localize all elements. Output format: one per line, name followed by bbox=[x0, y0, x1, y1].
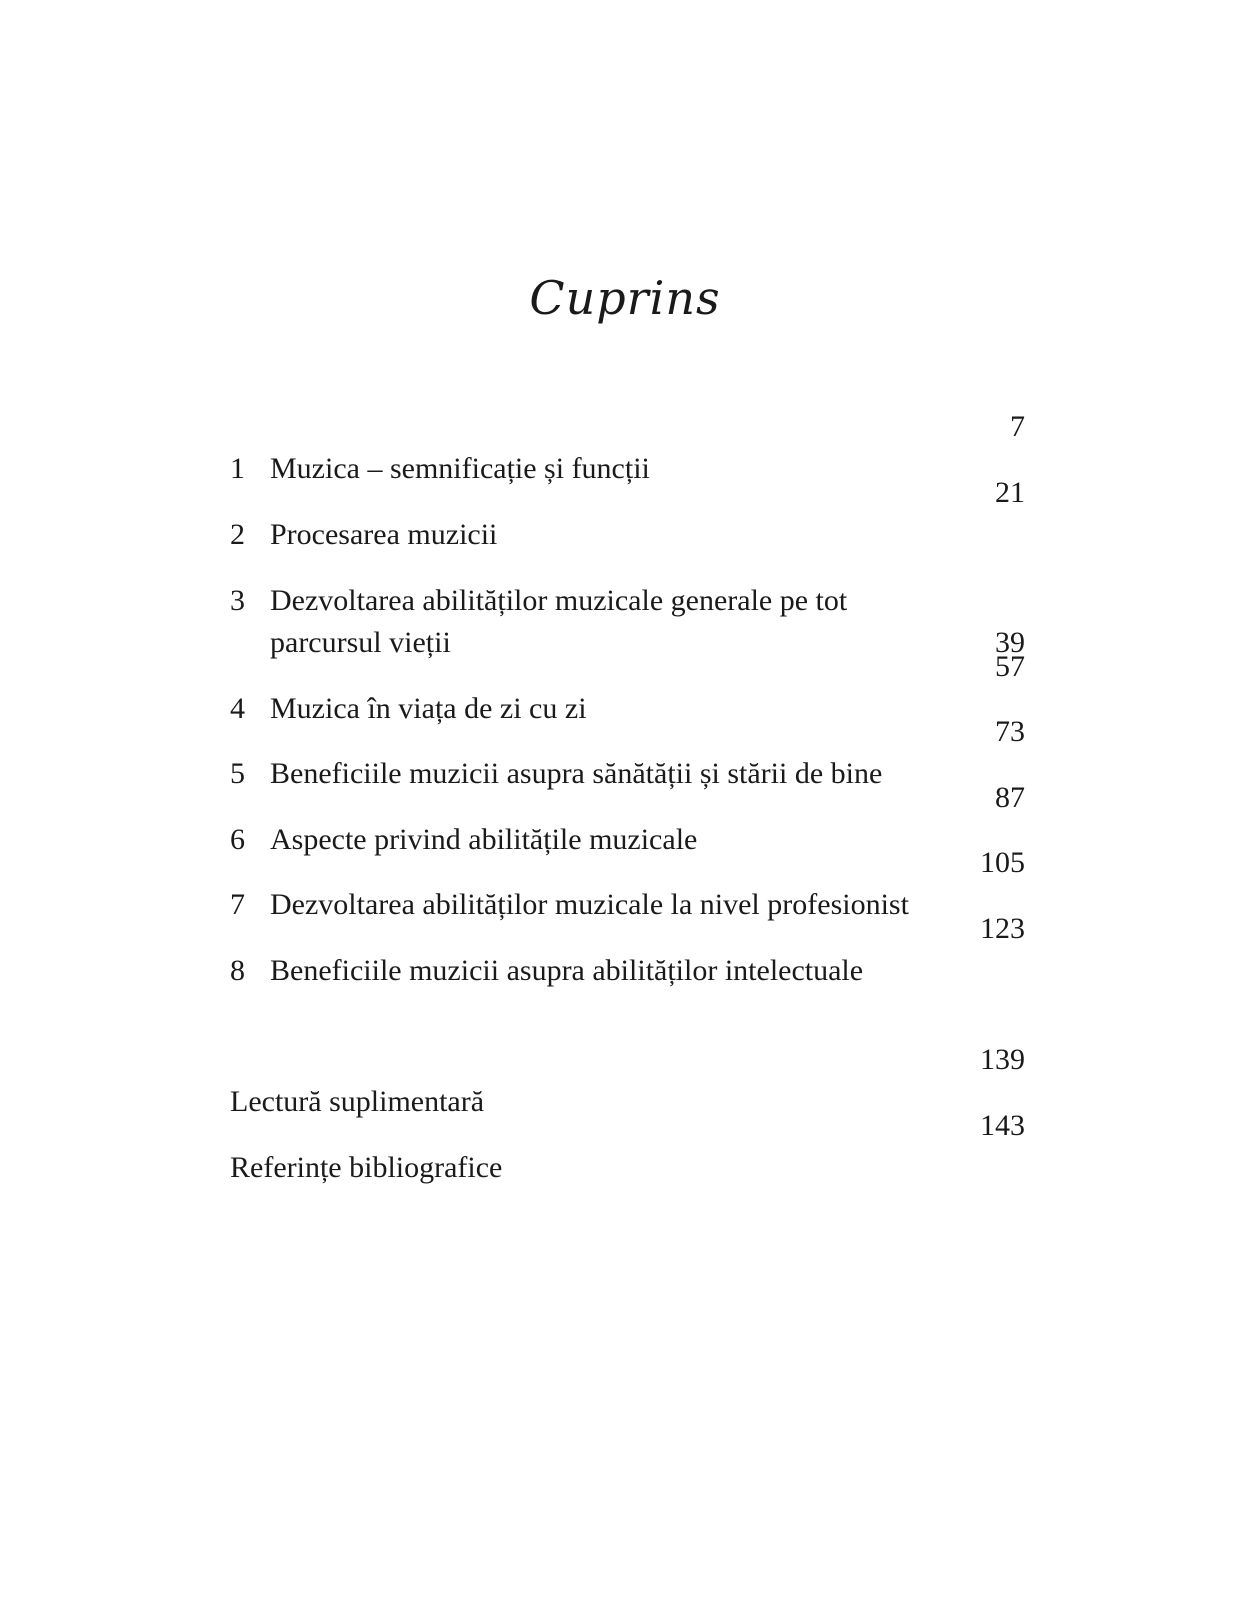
chapter-title: Muzica în viața de zi cu zi bbox=[270, 692, 587, 725]
page-number: 143 bbox=[980, 1109, 1025, 1142]
page-title: Cuprins bbox=[529, 271, 721, 325]
page-number: 21 bbox=[995, 476, 1025, 509]
page-number: 105 bbox=[980, 846, 1025, 879]
chapter-title: Aspecte privind abilitățile muzicale bbox=[270, 823, 698, 856]
page-number: 139 bbox=[980, 1043, 1025, 1076]
page-number: 73 bbox=[995, 715, 1025, 748]
page-number: 57 bbox=[995, 650, 1025, 683]
chapter-number: 6 bbox=[230, 823, 245, 856]
page-number: 123 bbox=[980, 912, 1025, 945]
chapter-number: 8 bbox=[230, 954, 245, 987]
back-matter-title: Lectură suplimentară bbox=[230, 1085, 485, 1118]
chapter-title: Beneficiile muzicii asupra sănătății și stării de bine bbox=[270, 757, 883, 790]
chapter-title: Dezvoltarea abilităților muzicale generale pe tot parcursul vieții bbox=[270, 584, 848, 659]
back-matter-title: Referințe bibliografice bbox=[230, 1151, 503, 1184]
toc-chapter-entry[interactable] bbox=[230, 580, 1025, 664]
chapter-number: 7 bbox=[230, 888, 245, 921]
table-of-contents bbox=[230, 0, 1025, 1600]
chapter-title: Procesarea muzicii bbox=[270, 518, 498, 551]
page-number: 87 bbox=[995, 781, 1025, 814]
chapter-number: 4 bbox=[230, 692, 245, 725]
chapter-number: 3 bbox=[230, 584, 245, 617]
chapter-number: 2 bbox=[230, 518, 245, 551]
page-number: 39 bbox=[995, 626, 1025, 659]
chapter-title: Muzica – semnificație și funcții bbox=[270, 452, 650, 485]
chapter-number: 5 bbox=[230, 757, 245, 790]
chapter-title: Beneficiile muzicii asupra abilităților intelectuale bbox=[270, 954, 864, 987]
page-number: 7 bbox=[1010, 410, 1025, 443]
chapter-title: Dezvoltarea abilităților muzicale la nivel profesionist bbox=[270, 888, 909, 921]
chapter-number: 1 bbox=[230, 452, 245, 485]
